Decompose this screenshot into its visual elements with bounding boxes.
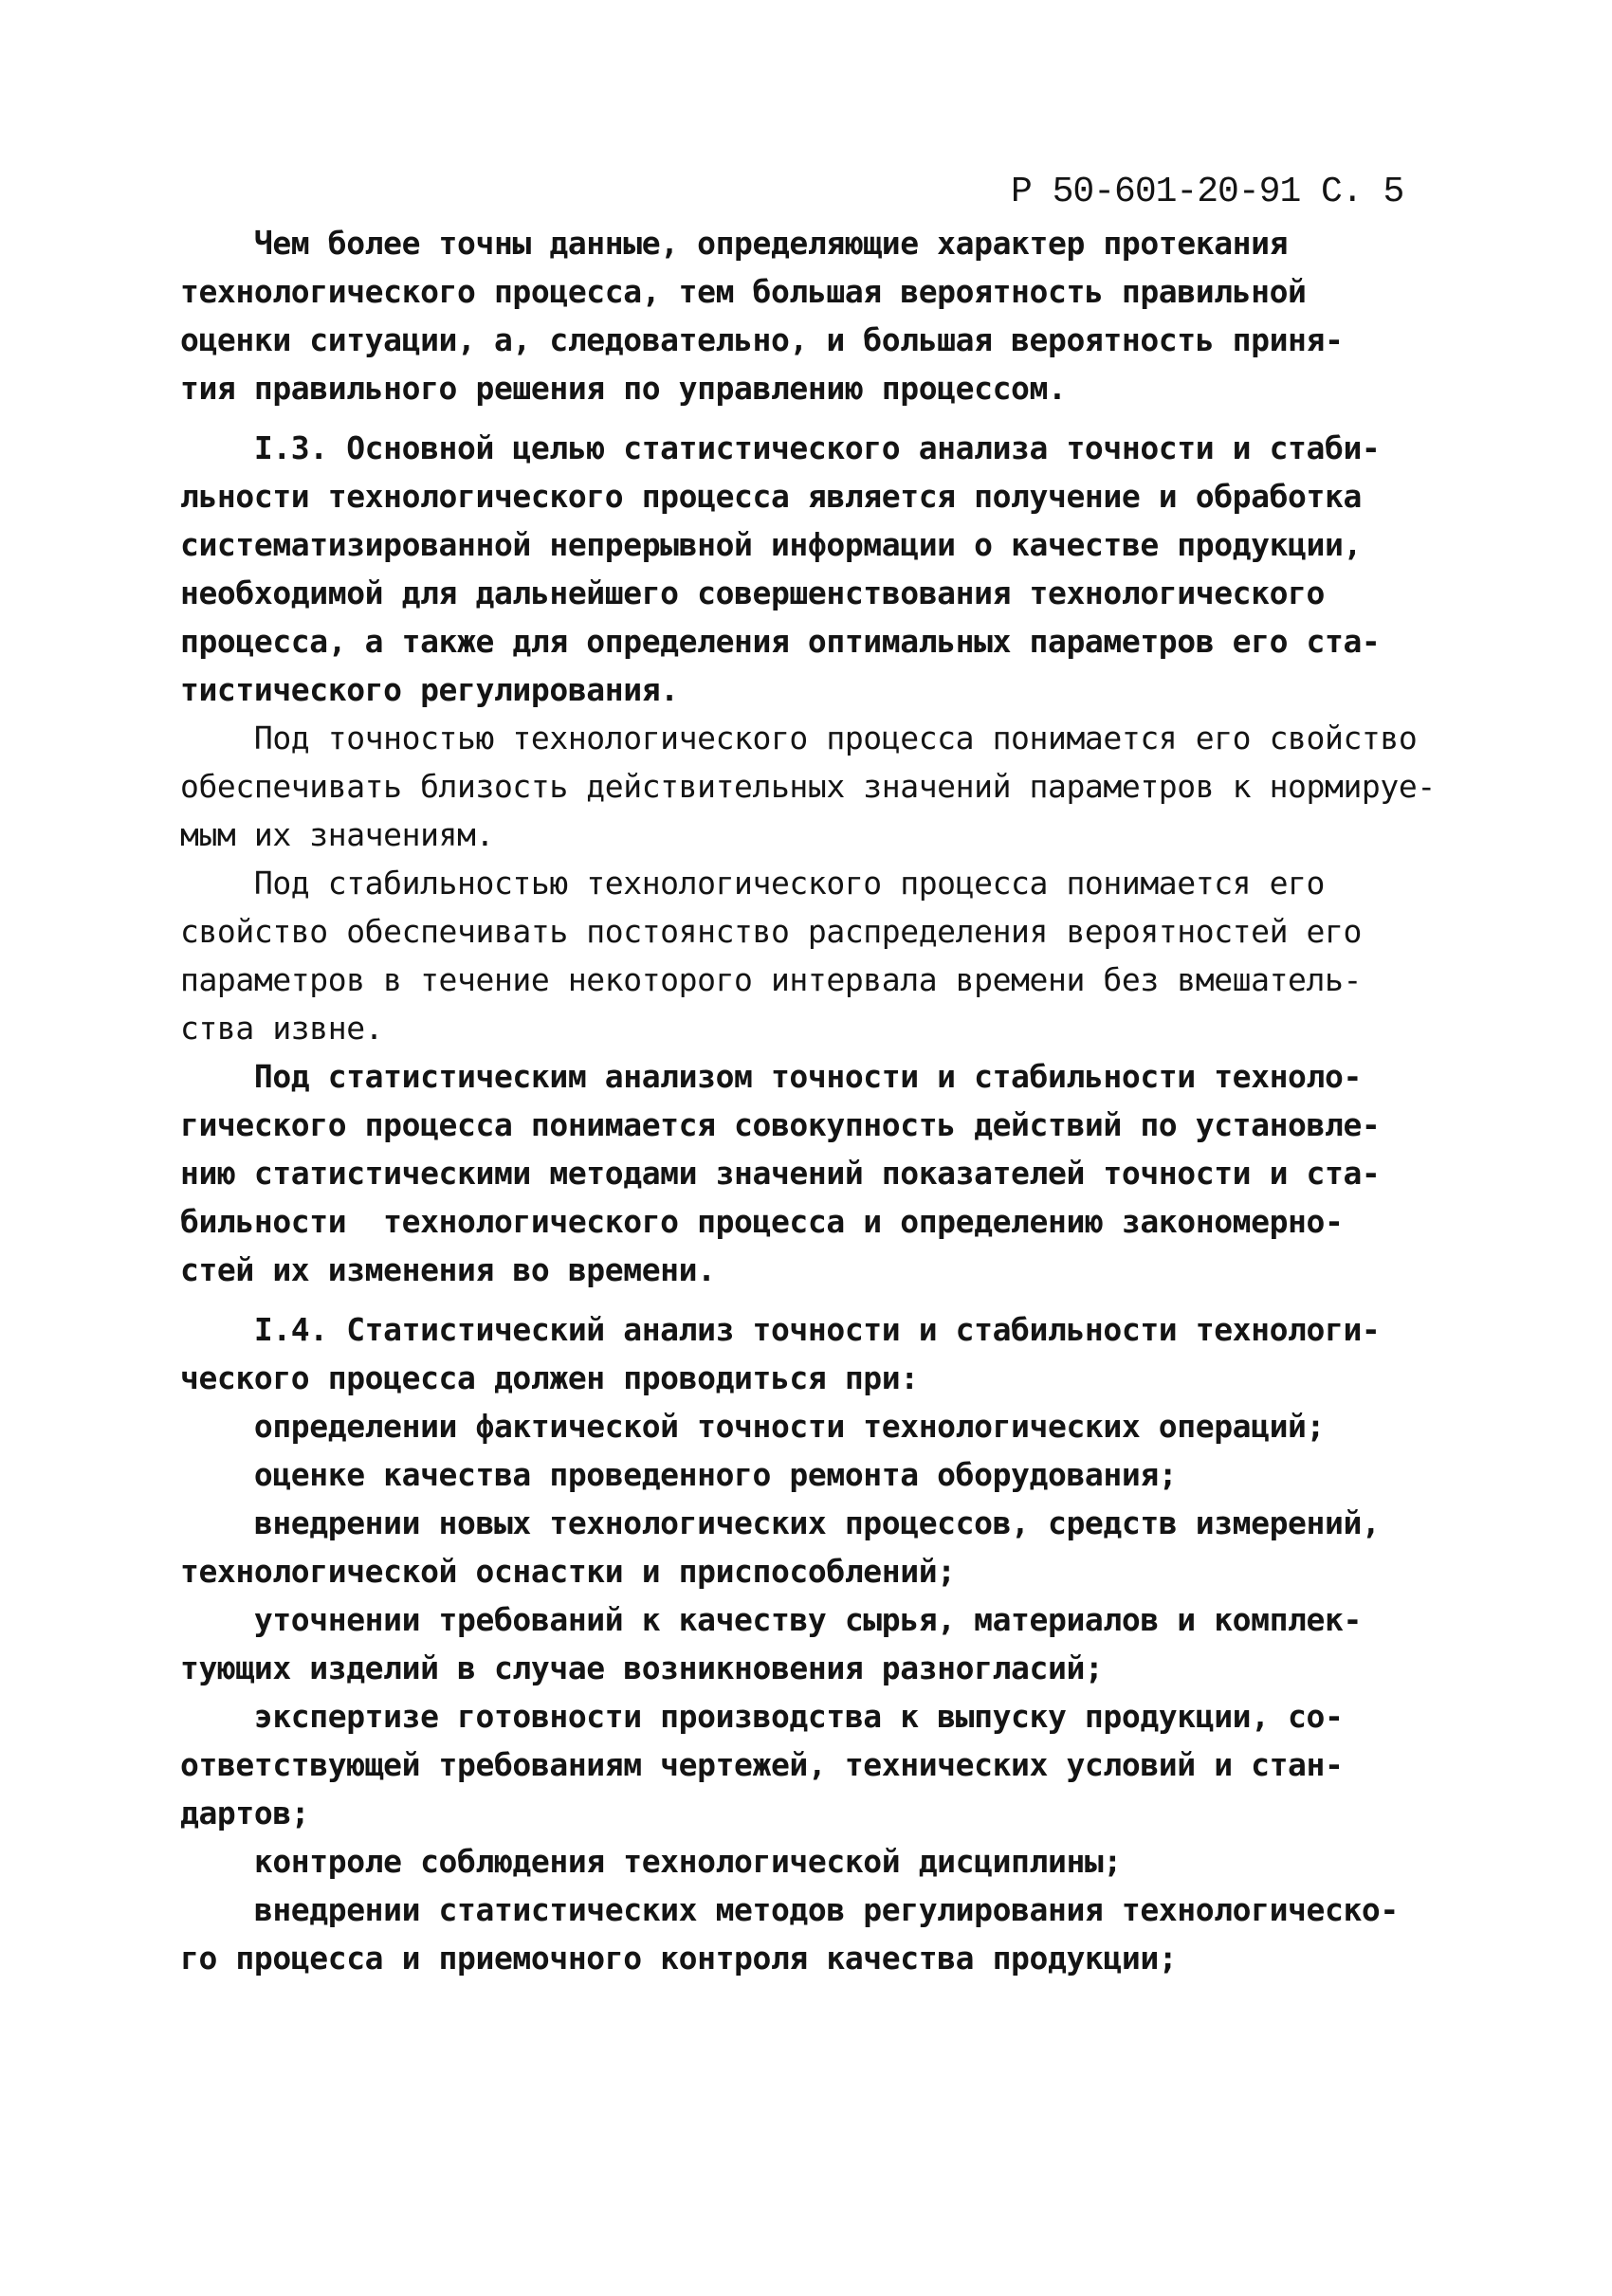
text-line: внедрении статистических методов регулирования технологическо- bbox=[180, 1891, 1399, 1928]
text-line: стей их изменения во времени. bbox=[180, 1251, 716, 1288]
text-line: ческого процесса должен проводиться при: bbox=[180, 1359, 919, 1396]
paragraph-item-2 bbox=[180, 1450, 1527, 1499]
page-header-doc-number: Р 50-601-20-91 С. 5 bbox=[1011, 172, 1404, 212]
text-line: систематизированной непрерывной информации о качестве продукции, bbox=[180, 526, 1362, 563]
paragraph-section-1-4 bbox=[180, 1305, 1527, 1402]
text-line: оценке качества проведенного ремонта оборудования; bbox=[180, 1456, 1178, 1493]
text-line: контроле соблюдения технологической дисциплины; bbox=[180, 1843, 1122, 1880]
paragraph-intro bbox=[180, 219, 1527, 412]
text-line: экспертизе готовности производства к выпуску продукции, со- bbox=[180, 1698, 1344, 1735]
text-line: оценки ситуации, а, следовательно, и большая вероятность приня- bbox=[180, 321, 1344, 358]
paragraph-item-1 bbox=[180, 1402, 1527, 1450]
text-line: дартов; bbox=[180, 1795, 310, 1831]
paragraph-def-analysis bbox=[180, 1052, 1527, 1294]
text-line: бильности технологического процесса и определению закономерно- bbox=[180, 1203, 1344, 1240]
text-line: Под точностью технологического процесса понимается его свойство bbox=[180, 720, 1418, 756]
text-line: Под статистическим анализом точности и стабильности техноло- bbox=[180, 1058, 1362, 1095]
paragraph-item-6 bbox=[180, 1837, 1527, 1886]
text-line: льности технологического процесса является получение и обработка bbox=[180, 478, 1362, 515]
text-line: параметров в течение некоторого интервала времени без вмешатель- bbox=[180, 961, 1362, 998]
text-line: свойство обеспечивать постоянство распределения вероятностей его bbox=[180, 913, 1362, 950]
text-line: тистического регулирования. bbox=[180, 671, 679, 708]
text-line: ства извне. bbox=[180, 1010, 384, 1047]
paragraph-section-1-3 bbox=[180, 424, 1527, 714]
paragraph-item-3 bbox=[180, 1499, 1527, 1595]
text-line: I.3. Основной целью статистического анализа точности и стаби- bbox=[180, 429, 1381, 466]
text-line: определении фактической точности технологических операций; bbox=[180, 1408, 1325, 1445]
text-line: тия правильного решения по управлению процессом. bbox=[180, 370, 1067, 407]
text-line: ответствующей требованиям чертежей, технических условий и стан- bbox=[180, 1746, 1344, 1783]
text-line: Под стабильностью технологического процесса понимается его bbox=[180, 865, 1325, 902]
paragraph-item-4 bbox=[180, 1595, 1527, 1692]
paragraph-item-7 bbox=[180, 1886, 1527, 1982]
text-line: технологической оснастки и приспособлений; bbox=[180, 1553, 956, 1590]
paragraph-gap bbox=[180, 1294, 1527, 1305]
document-body bbox=[180, 219, 1527, 1982]
text-line: тующих изделий в случае возникновения разногласий; bbox=[180, 1649, 1104, 1686]
text-line: процесса, а также для определения оптимальных параметров его ста- bbox=[180, 623, 1381, 660]
text-line: го процесса и приемочного контроля качества продукции; bbox=[180, 1940, 1178, 1977]
text-line: Чем более точны данные, определяющие характер протекания bbox=[180, 225, 1289, 262]
paragraph-item-5 bbox=[180, 1692, 1527, 1837]
paragraph-def-stability bbox=[180, 859, 1527, 1052]
text-line: технологического процесса, тем большая вероятность правильной bbox=[180, 273, 1307, 310]
text-line: гического процесса понимается совокупность действий по установле- bbox=[180, 1106, 1381, 1143]
text-line: обеспечивать близость действительных значений параметров к нормируе- bbox=[180, 768, 1436, 805]
text-line: внедрении новых технологических процессов, средств измерений, bbox=[180, 1504, 1381, 1541]
paragraph-def-accuracy bbox=[180, 714, 1527, 859]
text-line: I.4. Статистический анализ точности и стабильности технологи- bbox=[180, 1311, 1381, 1348]
text-line: необходимой для дальнейшего совершенствования технологического bbox=[180, 574, 1325, 611]
paragraph-gap bbox=[180, 412, 1527, 424]
text-line: мым их значениям. bbox=[180, 816, 494, 853]
text-line: нию статистическими методами значений показателей точности и ста- bbox=[180, 1155, 1381, 1192]
text-line: уточнении требований к качеству сырья, материалов и комплек- bbox=[180, 1601, 1362, 1638]
